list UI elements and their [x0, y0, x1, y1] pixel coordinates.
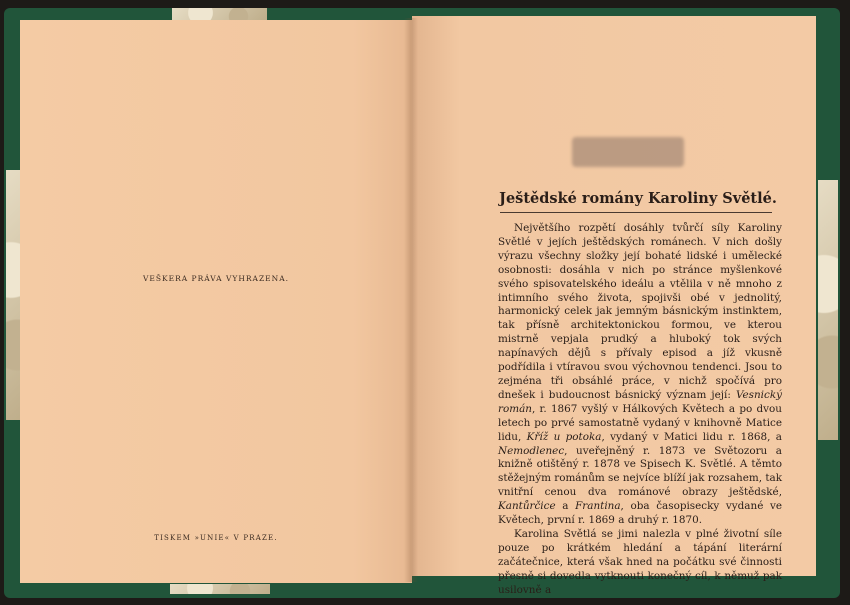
marbled-edge-right: [818, 180, 838, 440]
paragraph-2: Karolina Světlá se jimi nalezla v plné životní síle pouze po krátkém hledání a tápání literární začátečnice, která však hned na počátku své činnosti přesně si dovedla vytknouti konečný cíl, k němuž pak usilovně a: [498, 527, 782, 596]
marbled-edge-top: [172, 8, 267, 20]
faded-stamp: [572, 137, 684, 167]
body-text: [498, 222, 782, 597]
title-rule: [500, 212, 772, 213]
right-page: [412, 16, 816, 596]
chapter-title: Ještědské romány Karoliny Světlé.: [499, 190, 777, 207]
rights-notice: VEŠKERA PRÁVA VYHRAZENA.: [142, 274, 290, 283]
printer-line: TISKEM »UNIE« V PRAZE.: [154, 534, 278, 542]
left-page: [20, 20, 412, 583]
paragraph-1: Největšího rozpětí dosáhly tvůrčí síly Karoliny Světlé v jejích ještědských románech. V nich došly výrazu všechny složky její bohaté lidské i umělecké osobnosti: dosáhla v nich po stránce myšlenkové svého spisovatelského ideálu a vtělila v ně mnoho z intimního svého života, spojivši obé v jednolitý, harmonický celek jak jemným básnickým instinktem, tak přísně architektonickou formou, ve kterou mistrně vepjala prudký a hluboký tok svých napínavých dějů s přívaly episod a jíž vkusně podřídila i vtíravou svou výchovnou tendenci. Jsou to zejména tři obsáhlé práce, v nichž spočívá pro dnešek i budoucnost básnický význam její: Vesnický román, r. 1867 vyšlý v Hálkových Květech a po dvou letech po prvé samostatně vydaný v knihovně Matice lidu, Kříž u potoka, vydaný v Matici lidu r. 1868, a Nemodlenec, uveřejněný r. 1873 ve Světozoru a knižně otištěný r. 1878 ve Spisech K. Světlé. A těmto stěžejným románům se nejvíce blíží jak rozsahem, tak vnitřní cenou dva románové obrazy ještědské, Kantůrčice a Frantina, oba časopisecky vydané ve Květech, první r. 1869 a druhý r. 1870.: [498, 222, 782, 527]
marbled-edge-bottom: [170, 584, 270, 594]
book-gutter: [404, 18, 418, 582]
